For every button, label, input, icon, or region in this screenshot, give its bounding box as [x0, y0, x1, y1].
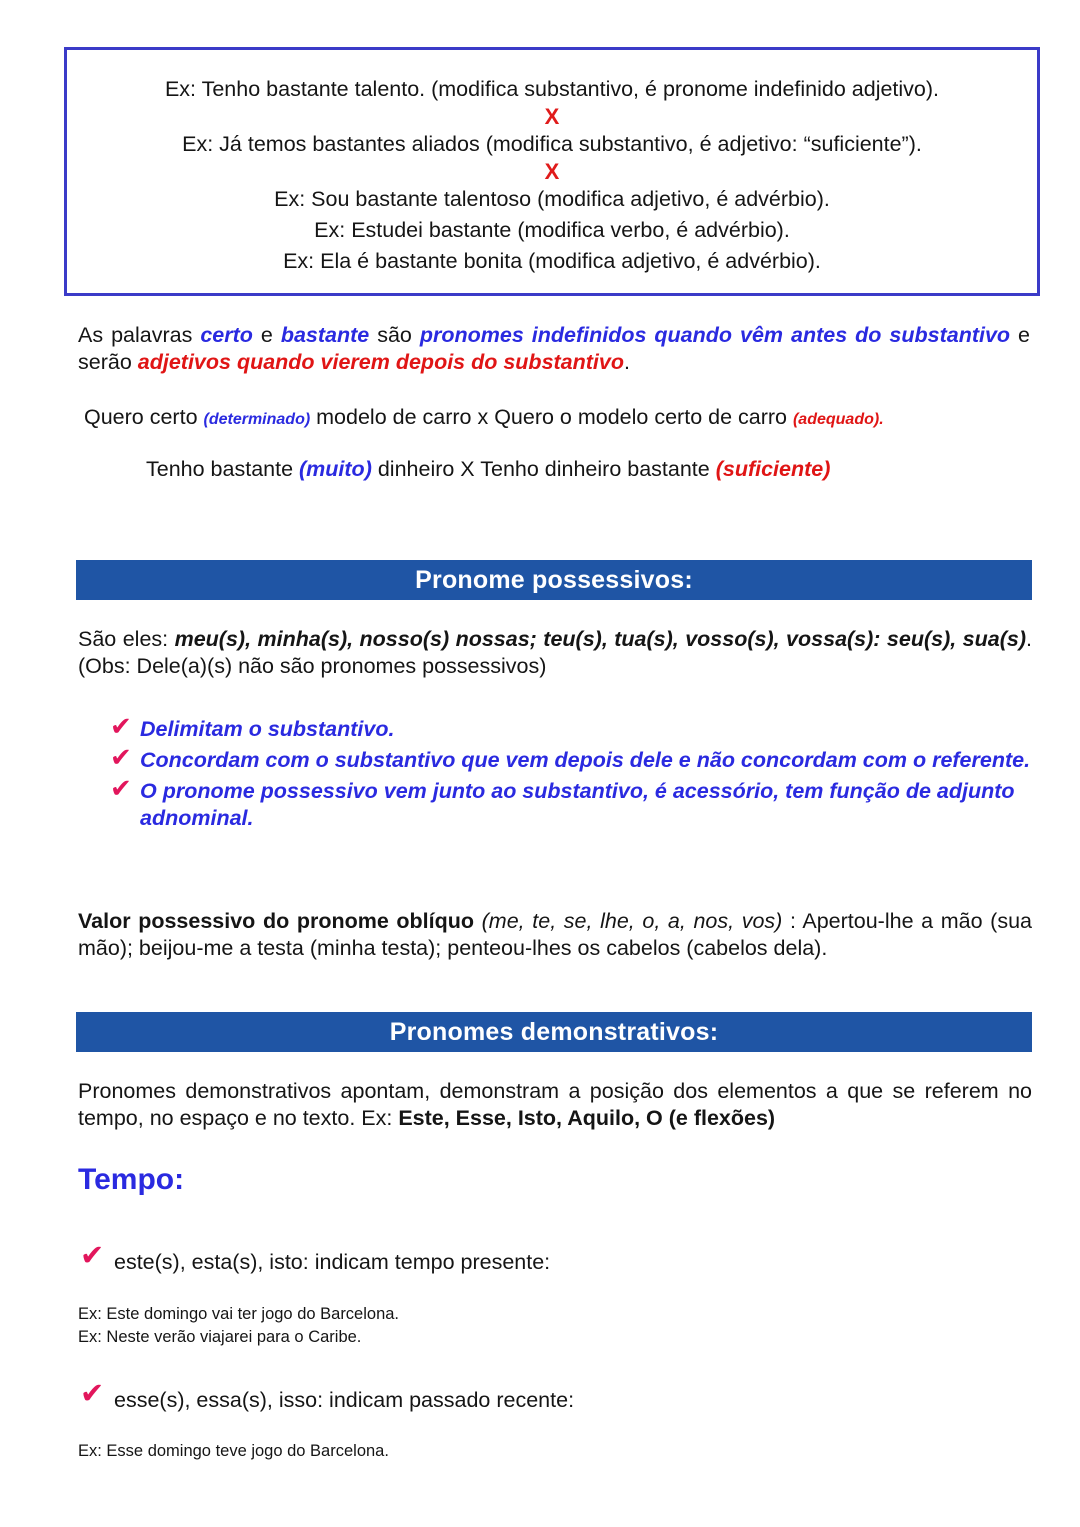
- tempo-item-esse: [78, 1378, 1014, 1414]
- sentence-bastante-note-muito: (muito): [299, 457, 372, 481]
- paragraph-valor-possessivo: [78, 908, 1032, 962]
- possessivos-bullet-list: [110, 711, 1040, 836]
- example-line-3: Ex: Sou bastante talentoso (modifica adjetivo, é advérbio).: [274, 187, 830, 211]
- intro-text-3: são: [369, 323, 420, 347]
- tempo-item-label: esse(s), essa(s), isso: indicam passado recente:: [114, 1388, 575, 1412]
- section-header-pronomes-demonstrativos: [76, 1012, 1032, 1052]
- paragraph-sao-eles: [78, 626, 1032, 680]
- check-icon: ✔: [110, 742, 132, 772]
- x-mark-icon-1: X: [544, 104, 560, 129]
- intro-text-1: As palavras: [78, 323, 201, 347]
- example-line-5: Ex: Ela é bastante bonita (modifica adjetivo, é advérbio).: [283, 249, 821, 273]
- tempo-esse-examples: [78, 1440, 389, 1463]
- example-line-4: Ex: Estudei bastante (modifica verbo, é advérbio).: [314, 218, 790, 242]
- valor-possessivo-body: : Apertou-lhe a mão (sua mão); beijou-me a testa (minha testa); penteou-lhes os cabelos (cabelos dela).: [78, 909, 1032, 960]
- check-icon: ✔: [80, 1378, 105, 1410]
- intro-word-certo: certo: [200, 323, 253, 347]
- intro-paragraph: [78, 322, 1030, 376]
- sentence-certo-part1: Quero certo: [84, 405, 204, 429]
- sub-heading-tempo: Tempo:: [78, 1163, 185, 1196]
- paragraph-demonstrativos: [78, 1078, 1032, 1132]
- tempo-este-examples: [78, 1303, 399, 1349]
- sentence-bastante-note-suficiente: (suficiente): [715, 457, 831, 481]
- example-text: Ex: Neste verão viajarei para o Caribe.: [78, 1328, 362, 1346]
- list-item: [110, 773, 1040, 832]
- x-mark-icon-2: X: [544, 159, 560, 184]
- intro-text-4: e serão: [78, 323, 1030, 374]
- list-item: [110, 711, 1040, 743]
- sao-eles-suffix: . (Obs: Dele(a)(s) não são pronomes possessivos): [78, 627, 1032, 678]
- valor-possessivo-title: Valor possessivo do pronome oblíquo: [78, 909, 475, 933]
- section-header-demonstrativos-label: Pronomes demonstrativos:: [389, 1017, 719, 1046]
- intro-red-phrase: adjetivos quando vierem depois do substantivo: [137, 350, 624, 374]
- example-text: Ex: Esse domingo teve jogo do Barcelona.: [78, 1442, 389, 1460]
- tempo-item-label: este(s), esta(s), isto: indicam tempo presente:: [114, 1250, 551, 1274]
- check-icon: ✔: [110, 711, 132, 741]
- tempo-item-este: [78, 1240, 1014, 1276]
- list-item: [110, 742, 1040, 774]
- demonstrativos-examples-bold: Este, Esse, Isto, Aquilo, O (e flexões): [392, 1106, 776, 1130]
- sao-eles-list: meu(s), minha(s), nosso(s) nossas; teu(s), tua(s), vosso(s), vossa(s): seu(s), sua(s): [174, 627, 1027, 651]
- example-sentence-certo: [84, 403, 1034, 434]
- check-icon: ✔: [110, 773, 132, 803]
- list-item-label: Concordam com o substantivo que vem depois dele e não concordam com o referente.: [140, 748, 1031, 772]
- section-header-pronome-possessivos: [76, 560, 1032, 600]
- intro-word-bastante: bastante: [280, 323, 370, 347]
- sao-eles-prefix: São eles:: [78, 627, 175, 651]
- list-item-label: Delimitam o substantivo.: [140, 717, 395, 741]
- example-text: Ex: Este domingo vai ter jogo do Barcelona.: [78, 1305, 400, 1323]
- demonstrativos-text: Pronomes demonstrativos apontam, demonstram a posição dos elementos a que se referem no tempo, no espaço e no texto. Ex:: [78, 1079, 1032, 1130]
- example-line-2: Ex: Já temos bastantes aliados (modifica substantivo, é adjetivo: “suficiente”).: [182, 132, 922, 156]
- sentence-certo-note-determinado: (determinado): [203, 411, 311, 428]
- sentence-certo-note-adequado: (adequado).: [792, 411, 884, 428]
- intro-text-5: .: [624, 350, 630, 374]
- example-sentence-bastante: [146, 455, 1036, 483]
- intro-blue-phrase: pronomes indefinidos quando vêm antes do substantivo: [419, 323, 1011, 347]
- sentence-bastante-part2: dinheiro X Tenho dinheiro bastante: [371, 457, 716, 481]
- example-line-1: Ex: Tenho bastante talento. (modifica substantivo, é pronome indefinido adjetivo).: [164, 77, 940, 101]
- sentence-bastante-part1: Tenho bastante: [146, 457, 300, 481]
- list-item-label: O pronome possessivo vem junto ao substantivo, é acessório, tem função de adjunto adnominal.: [140, 779, 1015, 830]
- valor-possessivo-pronouns: (me, te, se, lhe, o, a, nos, vos): [474, 909, 783, 933]
- example-box: [64, 47, 1040, 296]
- check-icon: ✔: [80, 1240, 105, 1272]
- intro-text-2: e: [252, 323, 281, 347]
- section-header-possessivos-label: Pronome possessivos:: [415, 565, 693, 594]
- sentence-certo-part2: modelo de carro x Quero o modelo certo de carro: [310, 405, 793, 429]
